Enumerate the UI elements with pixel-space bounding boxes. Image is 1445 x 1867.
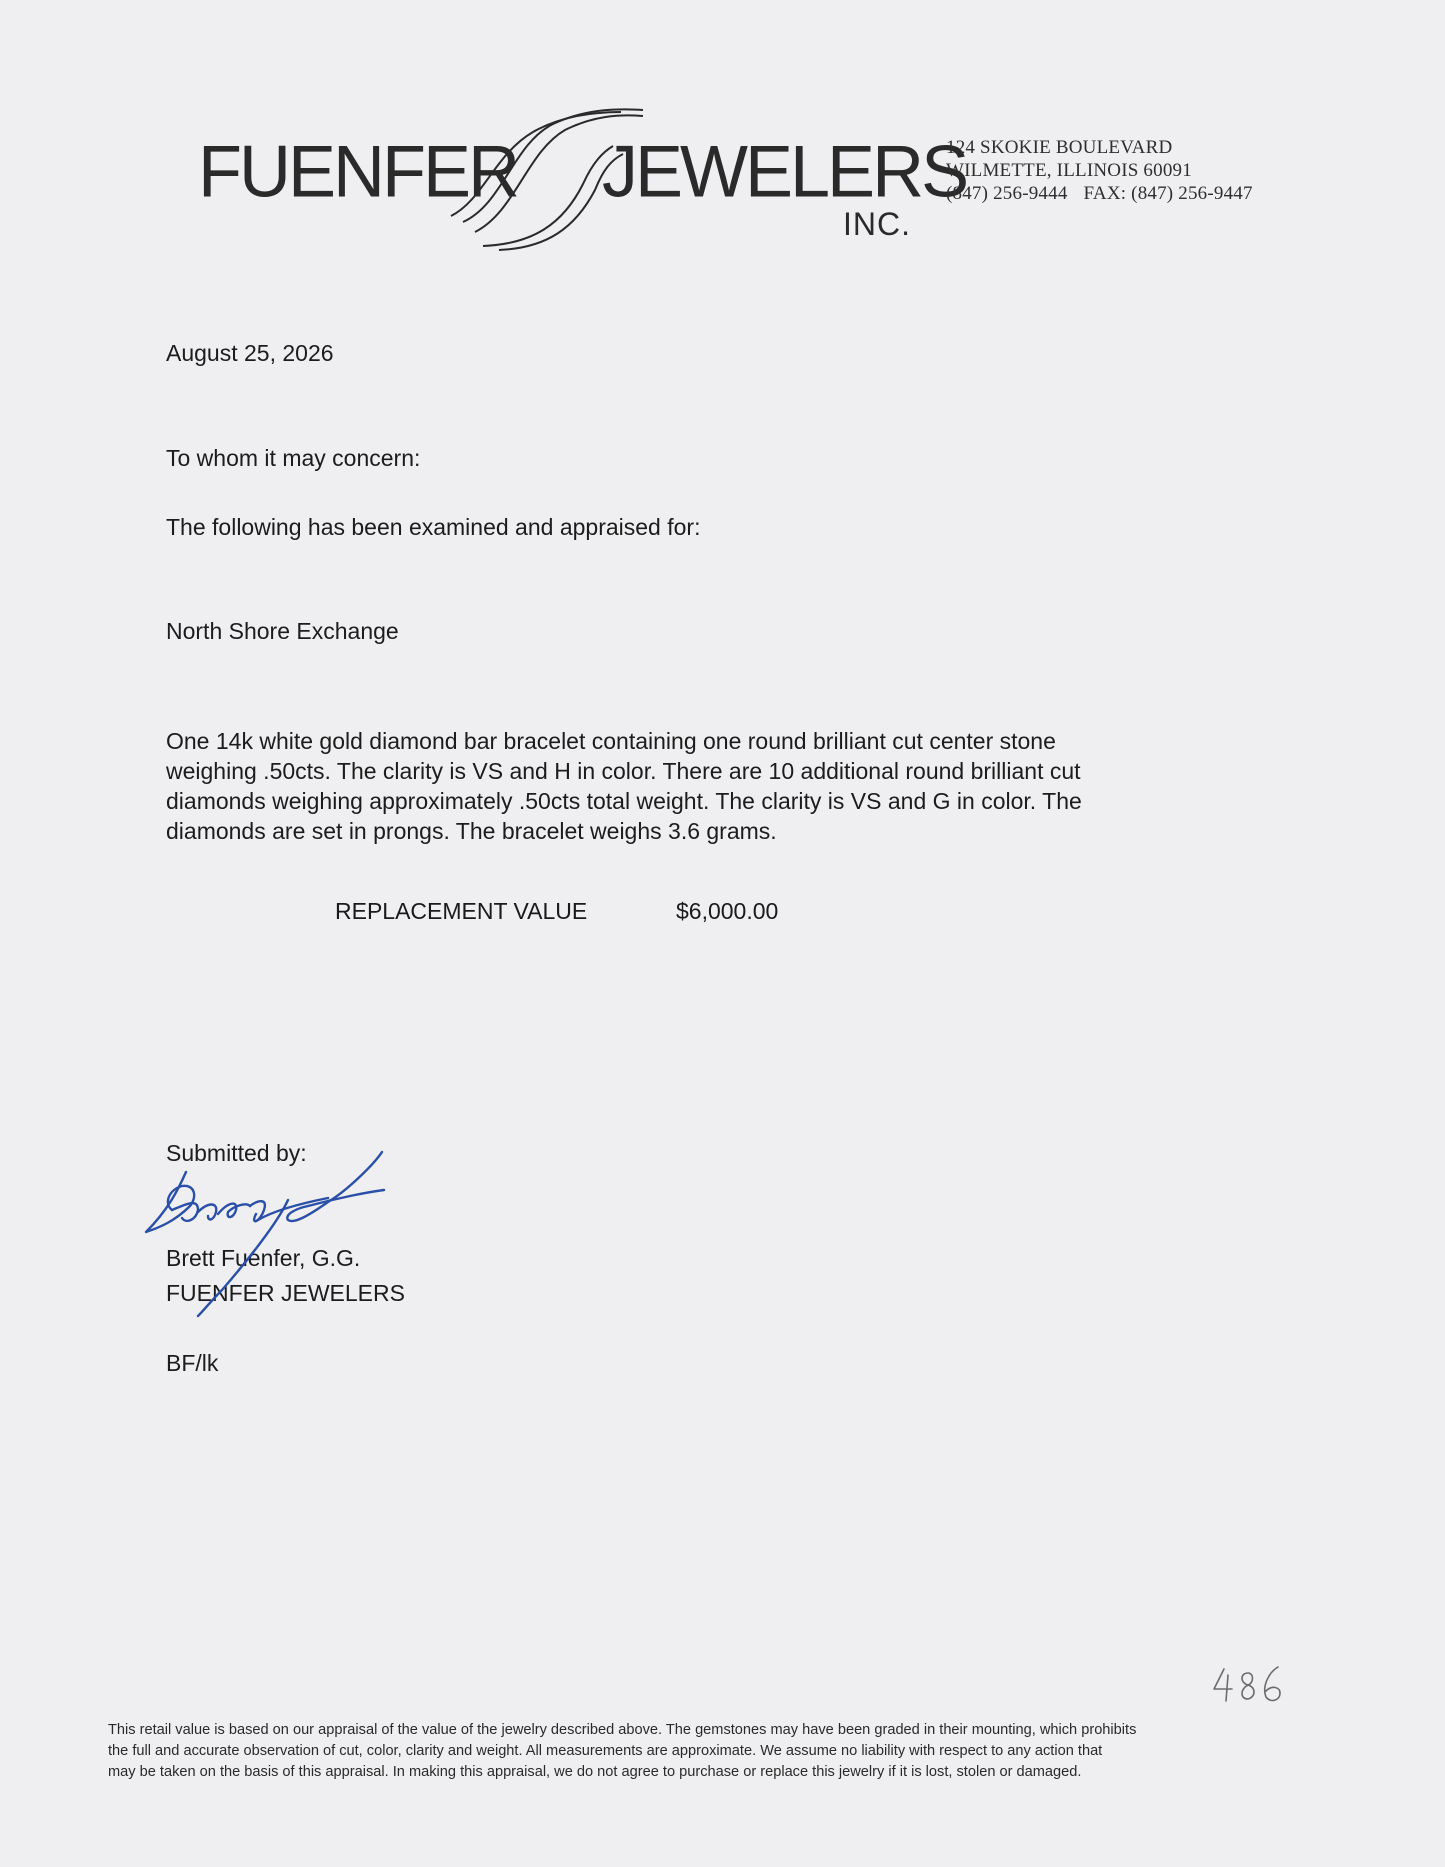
logo-suffix: INC. [843,206,911,242]
handwritten-page-number [1208,1663,1288,1709]
salutation: To whom it may concern: [166,445,421,471]
footer-line: may be taken on the basis of this appraisal. In making this appraisal, we do not agree to purchase or replace this jewelry if it is lost, stolen or damaged. [108,1764,1082,1780]
description-line: One 14k white gold diamond bar bracelet containing one round brilliant cut center stone [166,728,1056,754]
logo-name-right: JEWELERS [602,131,967,213]
address-line1: 124 SKOKIE BOULEVARD [946,137,1173,158]
client-name: North Shore Exchange [166,618,399,644]
company-logo [198,104,967,254]
footer-line: the full and accurate observation of cut, color, clarity and weight. All measurements are approximate. We assume no liability with respect to any action that [108,1743,1103,1759]
description-line: diamonds weighing approximately .50cts total weight. The clarity is VS and G in color. The [166,788,1082,814]
signer-company: FUENFER JEWELERS [166,1280,405,1306]
description-line: diamonds are set in prongs. The bracelet weighs 3.6 grams. [166,818,777,844]
replacement-value-amount: $6,000.00 [676,898,779,924]
fax-number: FAX: (847) 256-9447 [1083,183,1253,204]
signature-image [138,1140,398,1320]
typist-initials: BF/lk [166,1350,219,1376]
replacement-value-label: REPLACEMENT VALUE [335,898,588,924]
phone-fax-row [946,182,1253,205]
intro-line: The following has been examined and appraised for: [166,514,701,540]
phone-number: (847) 256-9444 [946,183,1068,204]
letter-date: August 25, 2026 [166,340,334,366]
submitted-by-label: Submitted by: [166,1140,307,1166]
description-line: weighing .50cts. The clarity is VS and H in color. There are 10 additional round brilliant cut [166,758,1081,784]
footer-line: This retail value is based on our appraisal of the value of the jewelry described above. The gemstones may have been graded in their mounting, which prohibits [108,1722,1137,1738]
letterhead-address [946,136,1253,205]
logo-name-left: FUENFER [198,131,517,213]
item-description [166,726,1226,846]
address-line2: WILMETTE, ILLINOIS 60091 [946,160,1192,181]
signer-name: Brett Fuenfer, G.G. [166,1245,361,1271]
footer-disclaimer [108,1720,1348,1783]
